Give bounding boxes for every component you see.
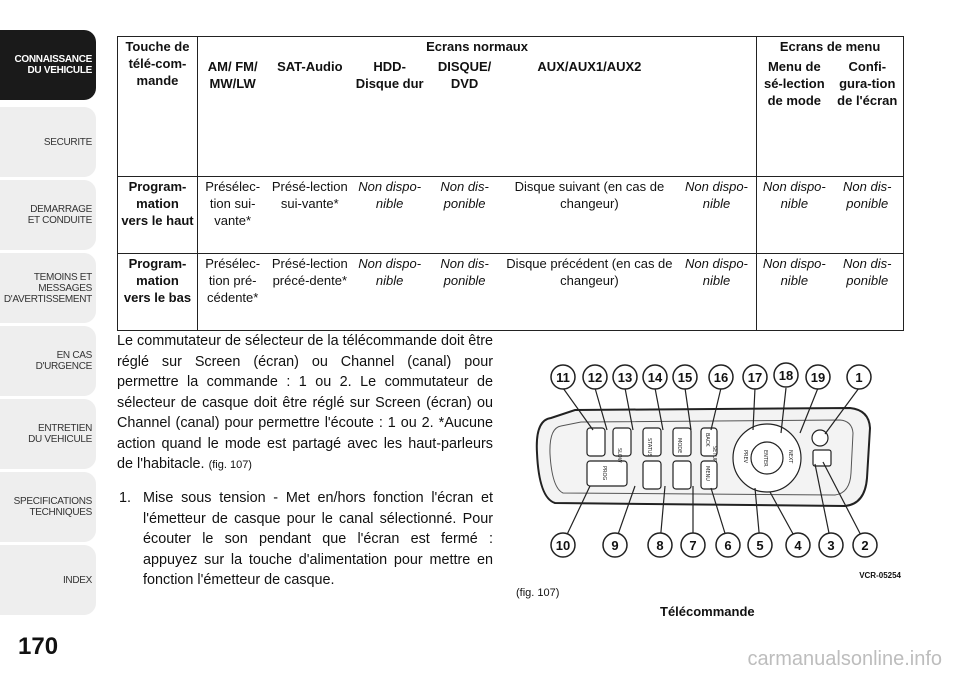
instruction-list	[117, 488, 493, 591]
tab-connaissance-vehicule[interactable]	[0, 30, 96, 100]
tab-temoins[interactable]	[0, 253, 96, 323]
table-cell: Disque précédent (en cas de changeur)	[502, 254, 677, 331]
callout-9: 9	[611, 538, 619, 553]
header-sat-audio: SAT-Audio	[267, 57, 352, 177]
table-row	[118, 254, 904, 331]
callout-5: 5	[756, 538, 764, 553]
page-number: 170	[18, 633, 59, 660]
table-cell: Non dis-ponible	[832, 177, 904, 254]
header-empty	[677, 57, 757, 177]
remote-control-figure	[515, 358, 904, 582]
tab-urgence[interactable]	[0, 326, 96, 396]
header-normal-screens: Ecrans normaux	[197, 37, 756, 57]
header-config-ecran: Confi-gura-tion de l'écran	[832, 57, 904, 177]
callout-15: 15	[677, 370, 693, 385]
table-cell: Présé-lection précé-dente*	[267, 254, 352, 331]
table-cell: Présé-lection sui-vante*	[267, 177, 352, 254]
header-am-fm: AM/ FM/ MW/LW	[197, 57, 267, 177]
tab-securite[interactable]	[0, 107, 96, 177]
callout-11: 11	[556, 370, 570, 385]
watermark: carmanualsonline.info	[747, 648, 942, 670]
header-hdd: HDD-Disque dur	[352, 57, 427, 177]
table-cell: Non dispo-nible	[352, 254, 427, 331]
next-label: NEXT	[787, 450, 793, 464]
slow-label: SLOW	[616, 448, 622, 463]
row-label: Program-mation vers le haut	[118, 177, 198, 254]
row-label: Program-mation vers le bas	[118, 254, 198, 331]
tab-label: INDEX	[62, 574, 92, 586]
status-label: STATUS	[646, 438, 652, 457]
table-cell: Non dis-ponible	[427, 254, 502, 331]
tab-specifications[interactable]	[0, 472, 96, 542]
table-cell: Non dispo-nible	[677, 177, 757, 254]
callout-7: 7	[689, 538, 697, 553]
callout-6: 6	[724, 538, 732, 553]
paragraph-text: Le commutateur de sélecteur de la télécommande doit être réglé sur Screen (écran) ou Channel (canal) pour permettre la commande : 1 ou 2. Le commutateur de sélecteur de casque doit être réglé sur Screen (écran) ou Channel (canal) pour permettre l'écoute : 1 ou 2. *Aucune action quand le mode est partagé avec les haut-parleurs de l'habitacle.	[117, 333, 493, 472]
callout-3: 3	[827, 538, 835, 553]
list-item	[117, 488, 493, 591]
callout-1: 1	[855, 370, 863, 385]
callout-8: 8	[656, 538, 664, 553]
header-remote-key: Touche de télé-com-mande	[118, 37, 198, 177]
table-cell: Disque suivant (en cas de changeur)	[502, 177, 677, 254]
list-text: Mise sous tension - Met en/hors fonction l'écran et l'émetteur de casque pour le canal sélectionné. Pour écouter le son pendant que l'écran est fermé : appuyez sur la touche d'alimentation pour mettre en fonction l'émetteur de casque.	[143, 490, 493, 588]
figure-title: Télécommande	[660, 604, 755, 619]
body-paragraph	[117, 331, 493, 476]
table-cell: Non dis-ponible	[427, 177, 502, 254]
callout-12: 12	[587, 370, 603, 385]
tab-label: SECURITE	[43, 136, 92, 148]
tab-label: ENTRETIEN DU VEHICULE	[28, 423, 92, 445]
tab-index[interactable]	[0, 545, 96, 615]
header-aux: AUX/AUX1/AUX2	[502, 57, 677, 177]
callout-2: 2	[861, 538, 869, 553]
remote-control-illustration	[515, 358, 904, 582]
tab-label: SPECIFICATIONS TECHNIQUES	[13, 496, 92, 518]
menu-label: MENU	[704, 466, 710, 481]
table-cell: Non dispo-nible	[677, 254, 757, 331]
back-label: BACK	[704, 433, 710, 447]
table-cell: Non dispo-nible	[757, 177, 832, 254]
callout-10: 10	[555, 538, 571, 553]
callout-4: 4	[794, 538, 802, 553]
table-cell: Présélec-tion pré-cédente*	[197, 254, 267, 331]
callout-16: 16	[713, 370, 729, 385]
header-disque-dvd: DISQUE/ DVD	[427, 57, 502, 177]
table-cell: Non dispo-nible	[352, 177, 427, 254]
table-row	[118, 177, 904, 254]
table-cell: Non dispo-nible	[757, 254, 832, 331]
table-cell: Non dis-ponible	[832, 254, 904, 331]
callout-17: 17	[747, 370, 763, 385]
tab-label: CONNAISSANCE DU VEHICULE	[14, 54, 92, 76]
callout-14: 14	[647, 370, 663, 385]
callout-19: 19	[810, 370, 826, 385]
figure-caption: (fig. 107)	[516, 587, 560, 599]
callout-18: 18	[778, 368, 794, 383]
header-menu-selection: Menu de sé-lection de mode	[757, 57, 832, 177]
prog-label: PROG	[601, 466, 607, 481]
tab-label: EN CAS D'URGENCE	[35, 350, 92, 372]
tab-label: TEMOINS ET MESSAGES D'AVERTISSEMENT	[3, 271, 92, 305]
setup-label: SETUP	[711, 446, 717, 463]
table-cell: Présélec-tion sui-vante*	[197, 177, 267, 254]
tab-label: DEMARRAGE ET CONDUITE	[27, 204, 92, 226]
remote-buttons-table	[117, 36, 904, 331]
enter-label: ENTER	[762, 450, 768, 467]
mode-label: MODE	[676, 438, 682, 454]
prev-label: PREV	[742, 450, 748, 464]
figure-code: VCR-05254	[859, 571, 901, 580]
header-menu-screens: Ecrans de menu	[757, 37, 904, 57]
tab-entretien[interactable]	[0, 399, 96, 469]
tab-demarrage[interactable]	[0, 180, 96, 250]
figure-reference: (fig. 107)	[208, 459, 252, 471]
list-number: 1.	[119, 490, 132, 506]
callout-13: 13	[617, 370, 633, 385]
